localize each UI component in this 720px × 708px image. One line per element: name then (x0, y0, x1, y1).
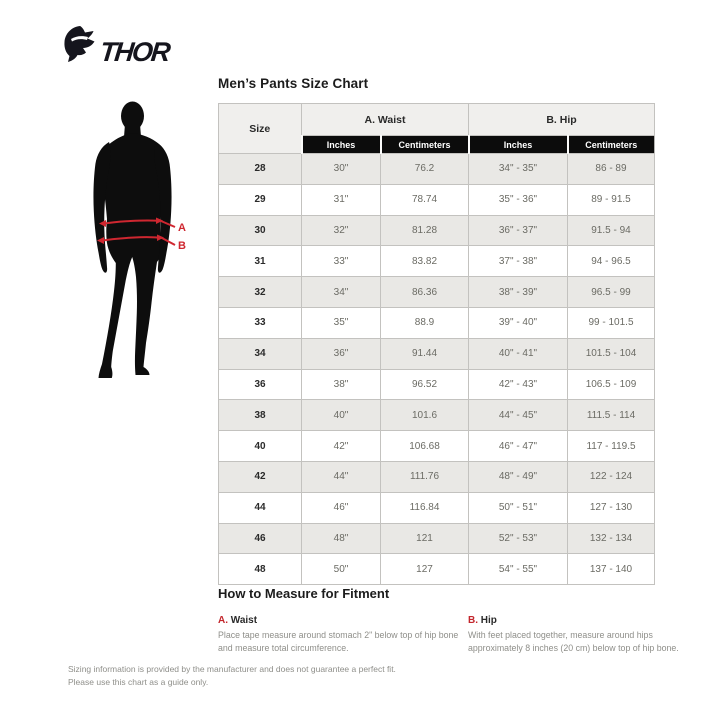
value-cell: 127 (381, 554, 469, 585)
size-cell: 33 (219, 307, 302, 338)
hip-group-header: B. Hip (469, 104, 655, 136)
hip-inches-header: Inches (469, 136, 568, 154)
table-row (219, 277, 655, 308)
size-cell: 40 (219, 431, 302, 462)
value-cell: 37" - 38" (469, 246, 568, 277)
value-cell: 106.68 (381, 431, 469, 462)
size-cell: 46 (219, 523, 302, 554)
value-cell: 33" (302, 246, 381, 277)
value-cell: 127 - 130 (568, 492, 655, 523)
value-cell: 121 (381, 523, 469, 554)
thor-logo (63, 25, 171, 67)
howto-waist-heading (218, 615, 460, 626)
howto-hip-heading (468, 615, 692, 626)
value-cell: 96.5 - 99 (568, 277, 655, 308)
size-cell: 48 (219, 554, 302, 585)
howto-hip-prefix: B. (468, 615, 478, 626)
value-cell: 44" - 45" (469, 400, 568, 431)
size-cell: 42 (219, 461, 302, 492)
value-cell: 48" - 49" (469, 461, 568, 492)
table-row (219, 523, 655, 554)
size-cell: 32 (219, 277, 302, 308)
value-cell: 52" - 53" (469, 523, 568, 554)
value-cell: 42" (302, 431, 381, 462)
table-row (219, 154, 655, 185)
size-cell: 30 (219, 215, 302, 246)
waist-group-header: A. Waist (302, 104, 469, 136)
disclaimer-line-1: Sizing information is provided by the manufacturer and does not guarantee a perfect fit. (68, 664, 396, 674)
body-silhouette-figure (55, 95, 215, 420)
value-cell: 38" (302, 369, 381, 400)
value-cell: 111.76 (381, 461, 469, 492)
table-row (219, 184, 655, 215)
value-cell: 34" - 35" (469, 154, 568, 185)
hip-centimeters-header: Centimeters (568, 136, 655, 154)
value-cell: 46" - 47" (469, 431, 568, 462)
table-row (219, 369, 655, 400)
value-cell: 40" (302, 400, 381, 431)
size-cell: 28 (219, 154, 302, 185)
value-cell: 42" - 43" (469, 369, 568, 400)
value-cell: 91.44 (381, 338, 469, 369)
value-cell: 48" (302, 523, 381, 554)
table-group-header-row (219, 104, 655, 136)
size-cell: 29 (219, 184, 302, 215)
value-cell: 89 - 91.5 (568, 184, 655, 215)
value-cell: 116.84 (381, 492, 469, 523)
howto-waist-text: Place tape measure around stomach 2" below top of hip bone and measure total circumference. (218, 630, 459, 653)
hip-label-b: B (178, 240, 186, 252)
value-cell: 34" (302, 277, 381, 308)
thor-helmet-icon (63, 25, 97, 63)
table-row (219, 338, 655, 369)
table-row (219, 554, 655, 585)
table-row (219, 461, 655, 492)
size-cell: 36 (219, 369, 302, 400)
value-cell: 39" - 40" (469, 307, 568, 338)
size-table (218, 103, 655, 585)
howto-hip-text: With feet placed together, measure around hips approximately 8 inches (20 cm) below top of hip bone. (468, 630, 679, 653)
value-cell: 35" - 36" (469, 184, 568, 215)
table-row (219, 215, 655, 246)
value-cell: 54" - 55" (469, 554, 568, 585)
value-cell: 50" - 51" (469, 492, 568, 523)
value-cell: 78.74 (381, 184, 469, 215)
table-row (219, 246, 655, 277)
value-cell: 101.5 - 104 (568, 338, 655, 369)
size-column-header: Size (219, 104, 302, 154)
value-cell: 132 - 134 (568, 523, 655, 554)
value-cell: 38" - 39" (469, 277, 568, 308)
page-title: Men’s Pants Size Chart (218, 76, 369, 91)
howto-hip-label: Hip (478, 615, 497, 626)
value-cell: 40" - 41" (469, 338, 568, 369)
value-cell: 81.28 (381, 215, 469, 246)
disclaimer-text (68, 663, 396, 689)
value-cell: 94 - 96.5 (568, 246, 655, 277)
table-row (219, 431, 655, 462)
value-cell: 106.5 - 109 (568, 369, 655, 400)
value-cell: 91.5 - 94 (568, 215, 655, 246)
table-row (219, 492, 655, 523)
value-cell: 117 - 119.5 (568, 431, 655, 462)
waist-centimeters-header: Centimeters (381, 136, 469, 154)
howto-waist-section (218, 615, 460, 655)
value-cell: 46" (302, 492, 381, 523)
howto-hip-section (468, 615, 692, 655)
size-cell: 31 (219, 246, 302, 277)
value-cell: 137 - 140 (568, 554, 655, 585)
table-row (219, 400, 655, 431)
size-cell: 34 (219, 338, 302, 369)
disclaimer-line-2: Please use this chart as a guide only. (68, 677, 209, 688)
value-cell: 122 - 124 (568, 461, 655, 492)
value-cell: 86.36 (381, 277, 469, 308)
size-cell: 44 (219, 492, 302, 523)
value-cell: 99 - 101.5 (568, 307, 655, 338)
value-cell: 50" (302, 554, 381, 585)
value-cell: 76.2 (381, 154, 469, 185)
value-cell: 96.52 (381, 369, 469, 400)
value-cell: 83.82 (381, 246, 469, 277)
size-table-body (219, 154, 655, 585)
value-cell: 86 - 89 (568, 154, 655, 185)
waist-inches-header: Inches (302, 136, 381, 154)
value-cell: 36" - 37" (469, 215, 568, 246)
value-cell: 32" (302, 215, 381, 246)
value-cell: 111.5 - 114 (568, 400, 655, 431)
table-row (219, 307, 655, 338)
value-cell: 35" (302, 307, 381, 338)
value-cell: 31" (302, 184, 381, 215)
value-cell: 101.6 (381, 400, 469, 431)
howto-title: How to Measure for Fitment (218, 586, 390, 601)
howto-waist-label: Waist (228, 615, 258, 626)
value-cell: 36" (302, 338, 381, 369)
thor-wordmark: THOR (98, 36, 171, 67)
value-cell: 44" (302, 461, 381, 492)
value-cell: 88.9 (381, 307, 469, 338)
value-cell: 30" (302, 154, 381, 185)
size-cell: 38 (219, 400, 302, 431)
waist-label-a: A (178, 222, 186, 234)
howto-waist-prefix: A. (218, 615, 228, 626)
